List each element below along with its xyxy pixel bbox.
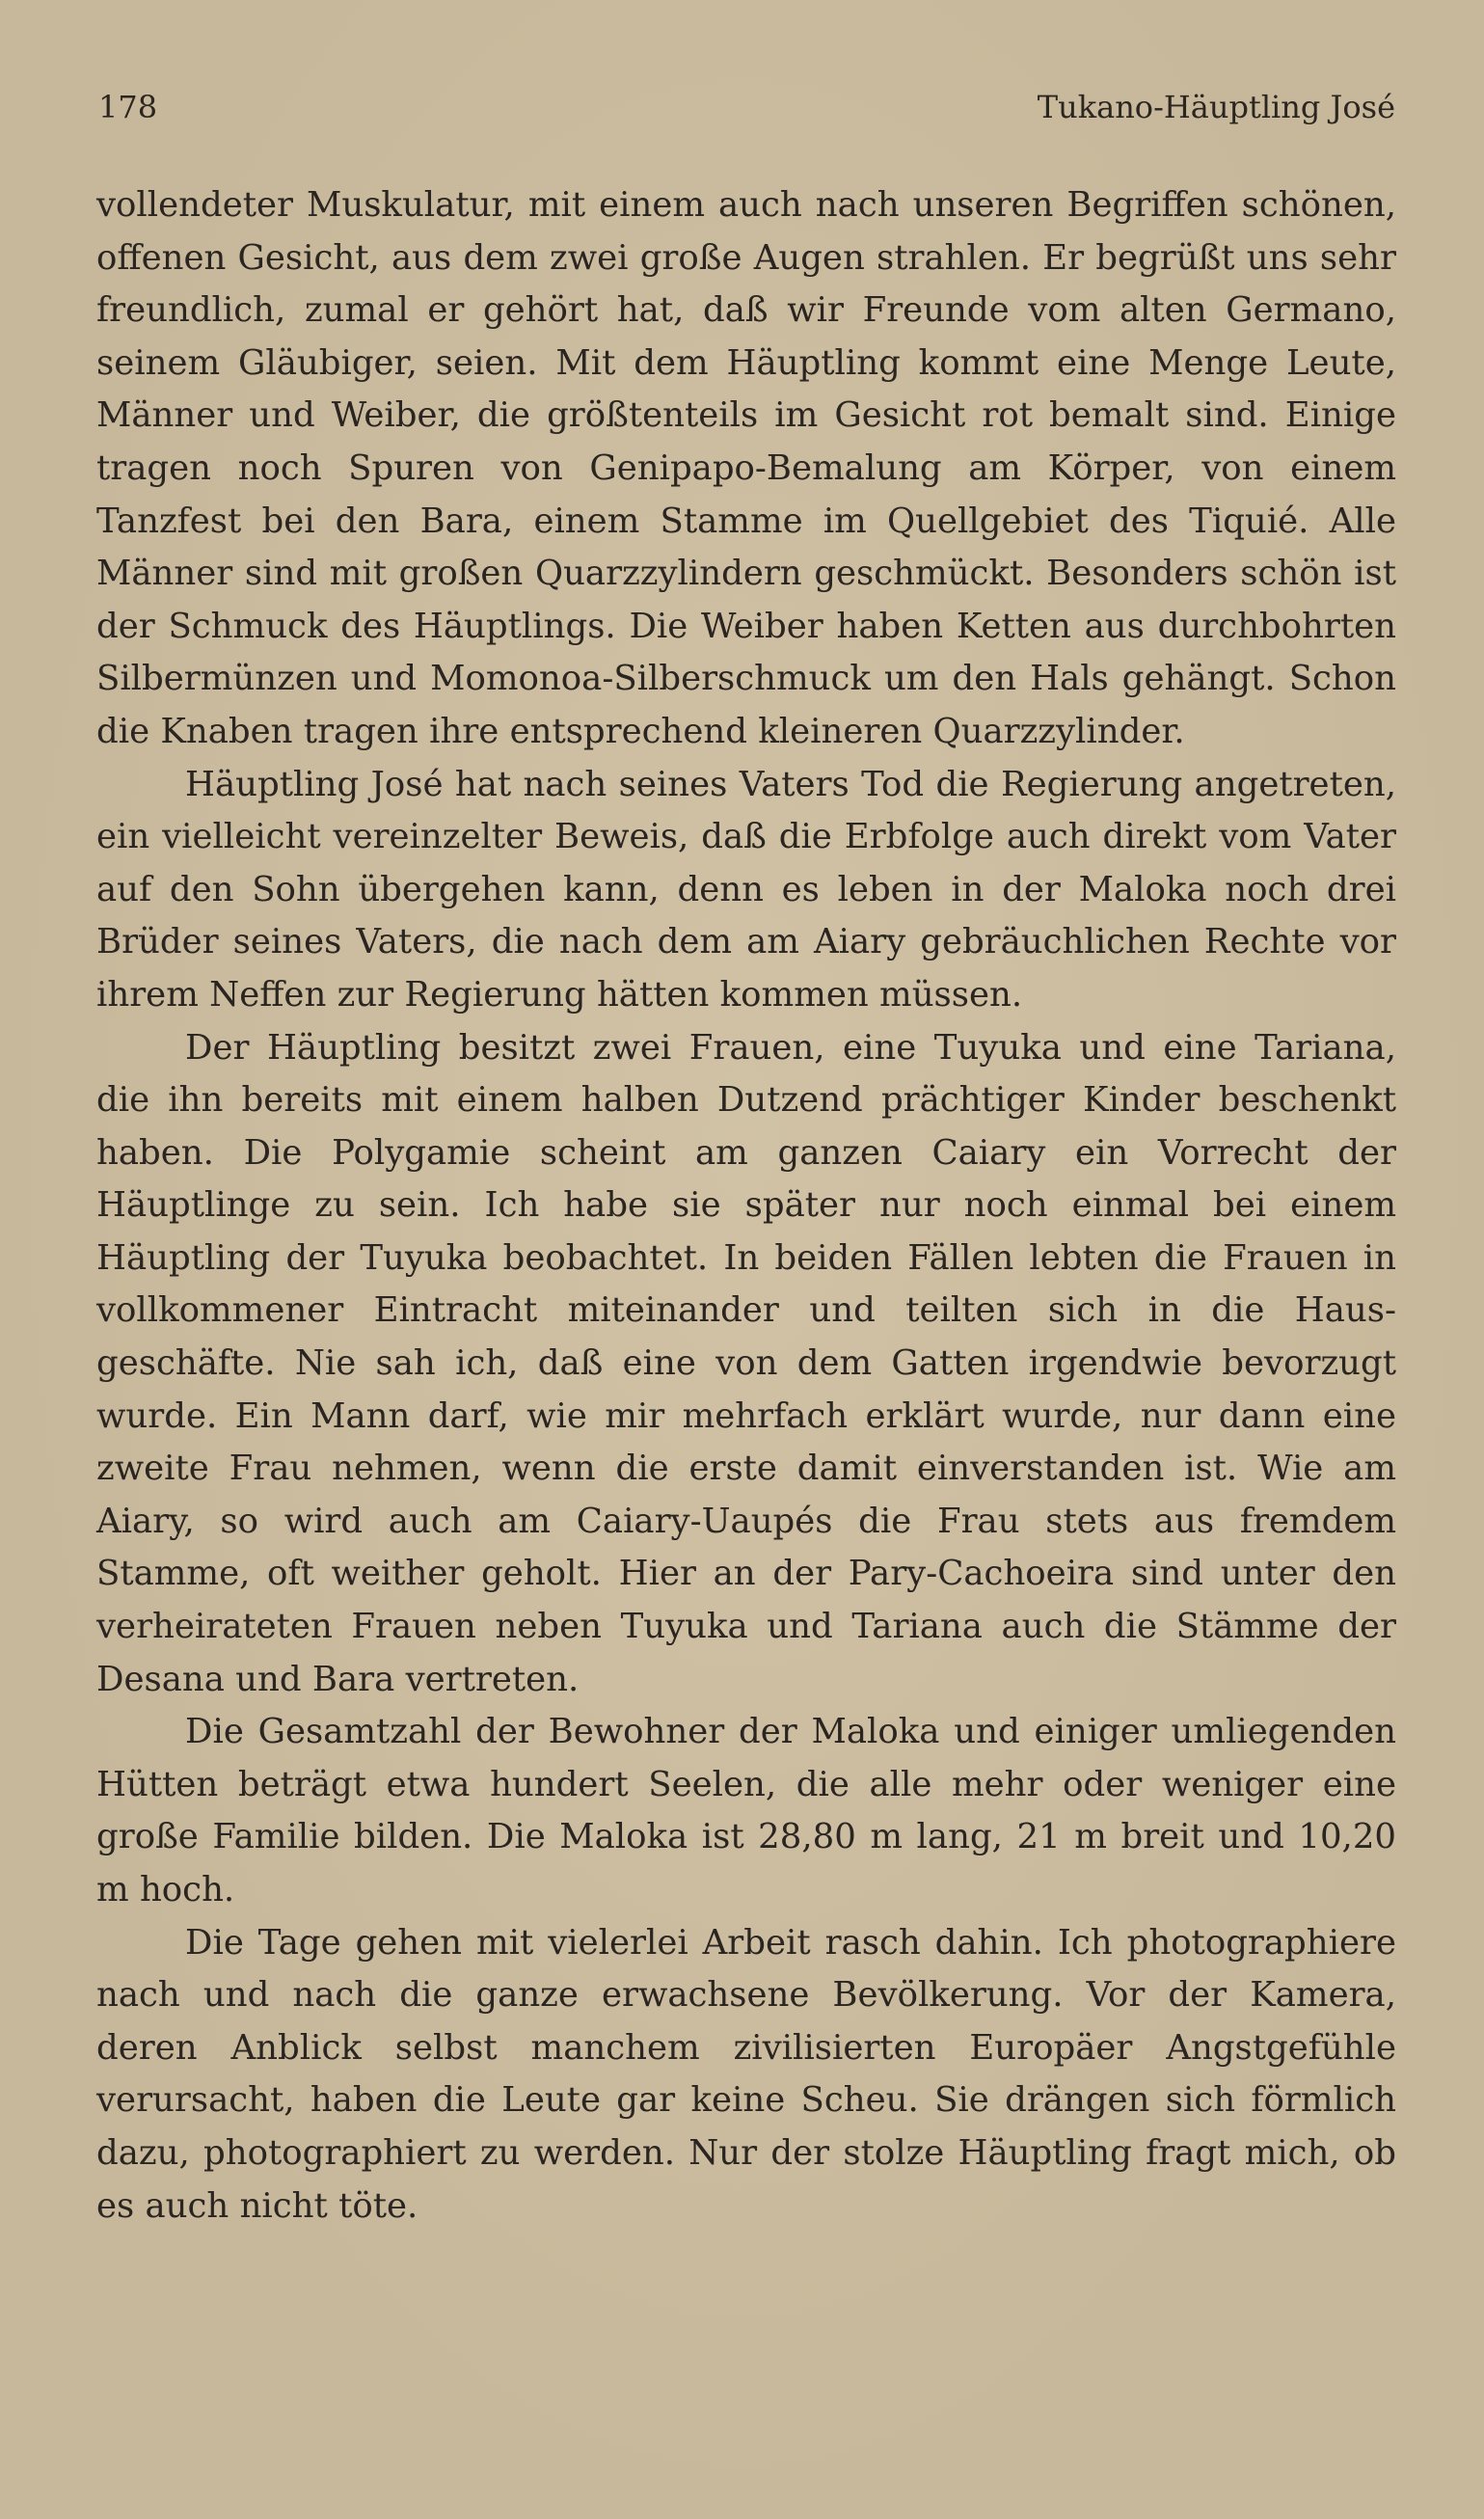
paragraph-4: Die Gesamtzahl der Bewohner der Maloka und einiger umliegenden Hütten beträgt etwa hundert Seelen, die alle mehr oder weniger eine große Familie bilden. Die Maloka ist 28,80 m lang, 21 m breit und 10,20 m hoch. xyxy=(96,1712,1396,1910)
paragraph-3: Der Häuptling besitzt zwei Frauen, eine Tuyuka und eine Tariana, die ihn bereits mit einem halben Dutzend prächtiger Kinder beschenkt haben. Die Polygamie scheint am ganzen Caiary ein Vorrecht der Häuptlinge zu sein. Ich habe sie später nur noch einmal bei einem Häuptling der Tuyuka beobachtet. In beiden Fällen lebten die Frauen in vollkommener Eintracht miteinander und teilten sich in die Hausgeschäfte. Nie sah ich, daß eine von dem Gatten irgendwie bevorzugt wurde. Ein Mann darf, wie mir mehrfach erklärt wurde, nur dann eine zweite Frau nehmen, wenn die erste damit einverstanden ist. Wie am Aiary, so wird auch am Caiary-Uaupés die Frau stets aus fremdem Stamme, oft weither geholt. Hier an der Pary-Cachoeira sind unter den verheirateten Frauen neben Tuyuka und Tariana auch die Stämme der Desana und Bara vertreten. xyxy=(96,1027,1396,1699)
paragraph-5: Die Tage gehen mit vielerlei Arbeit rasch dahin. Ich photographiere nach und nach die ganze erwachsene Bevölkerung. Vor der Kamera, deren Anblick selbst manchem zivilisierten Europäer Angstgefühle verursacht, haben die Leute gar keine Scheu. Sie drängen sich förmlich dazu, photographiert zu werden. Nur der stolze Häuptling fragt mich, ob es auch nicht töte. xyxy=(96,1922,1396,2226)
page-number: 178 xyxy=(98,89,158,125)
page-header xyxy=(98,89,1395,137)
body-text xyxy=(96,179,1396,2233)
paragraph-1: vollendeter Muskulatur, mit einem auch nach unseren Begriffen schönen, offenen Gesicht, aus dem zwei große Augen strahlen. Er begrüßt uns sehr freundlich, zumal er gehört hat, daß wir Freunde vom alten Germano, seinem Gläubiger, seien. Mit dem Häuptling kommt eine Menge Leute, Männer und Weiber, die größtenteils im Gesicht rot bemalt sind. Einige tragen noch Spuren von Genipapo-Bemalung am Körper, von einem Tanzfest bei den Bara, einem Stamme im Quellgebiet des Tiquié. Alle Männer sind mit großen Quarzzylindern geschmückt. Besonders schön ist der Schmuck des Häuptlings. Die Weiber haben Ketten aus durchbohrten Silbermünzen und Momonoa-Silberschmuck um den Hals gehängt. Schon die Knaben tragen ihre entsprechend kleineren Quarzzylinder. xyxy=(96,185,1396,751)
paragraph-2: Häuptling José hat nach seines Vaters Tod die Regierung angetreten, ein vielleicht vereinzelter Beweis, daß die Erbfolge auch direkt vom Vater auf den Sohn übergehen kann, denn es leben in der Maloka noch drei Brüder seines Vaters, die nach dem am Aiary gebräuchlichen Rechte vor ihrem Neffen zur Regierung hätten kommen müssen. xyxy=(96,764,1396,1015)
running-title: Tukano-Häuptling José xyxy=(1037,89,1395,125)
